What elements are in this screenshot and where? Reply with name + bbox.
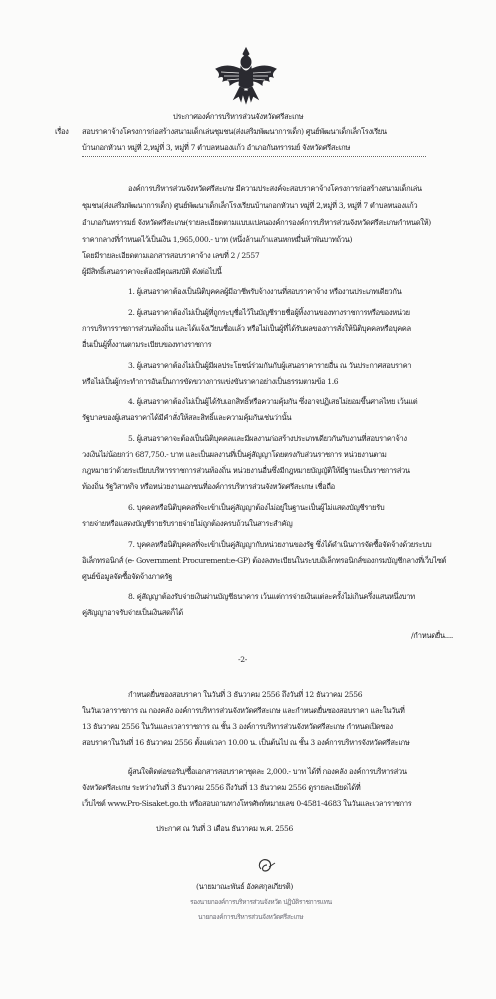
condition-line: หรือไม่เป็นผู้กระทำการอันเป็นการขัดขวางการแข่งขันราคาอย่างเป็นธรรมตามข้อ 1.6 (82, 377, 339, 386)
signatory-position-2: นายกองค์การบริหารส่วนจังหวัดศรีสะเกษ (198, 913, 304, 921)
documents-line: จังหวัดศรีสะเกษ ระหว่างวันที่ 3 ธันวาคม 2556 ถึงวันที่ 13 ธันวาคม 2556 ดูรายละเอียดได้ที่ (82, 783, 361, 792)
subject-line-1: สอบราคาจ้างโครงการก่อสร้างสนามเด็กเล่นชุมชน(ส่งเสริมพัฒนาการเด็ก) ศูนย์พัฒนาเด็กเล็กโรงเรียน (82, 127, 387, 136)
submission-line: กำหนดยื่นซองสอบราคา ในวันที่ 3 ธันวาคม 2556 ถึงวันที่ 12 ธันวาคม 2556 (128, 690, 363, 699)
condition-line: รายจ่ายหรือแสดงบัญชีรายรับรายจ่ายไม่ถูกต้องครบถ้วนในสาระสำคัญ (82, 519, 293, 528)
condition-line: การบริหารราชการส่วนท้องถิ่น และได้แจ้งเวียนชื่อแล้ว หรือไม่เป็นผู้ที่ได้รับผลของการสั่งให้นิติบุคคลหรือบุคคล (82, 324, 411, 333)
intro-line: โดยมีรายละเอียดตามเอกสารสอบราคาจ้าง เลขที่ 2 / 2557 (82, 251, 260, 260)
documents-line: เว็บไซต์ www.Pro-Sisaket.go.th หรือสอบถามทางโทรศัพท์หมายเลข 0-4581-4683 ในวันและเวลาราชการ (82, 799, 412, 808)
condition-line: กฎหมายว่าด้วยระเบียบบริหารราชการส่วนท้องถิ่น หน่วยงานอื่นซึ่งมีกฎหมายบัญญัติให้มีฐานะเป็นราชการส่วน (82, 466, 410, 475)
submission-line: 13 ธันวาคม 2556 ในวันและเวลาราชการ ณ ชั้น 3 องค์การบริหารส่วนจังหวัดศรีสะเกษ กำหนดเปิดซอง (82, 722, 393, 731)
intro-line: อำเภอกันทรารมย์ จังหวัดศรีสะเกษ(รายละเอียดตามแบบแปลนองค์การองค์การบริหารส่วนจังหวัดศรีสะเกษกำหนดให้) (82, 218, 431, 227)
condition-line: 1. ผู้เสนอราคาต้องเป็นนิติบุคคลผู้มีอาชีพรับจ้างงานที่สอบราคาจ้าง หรืองานประเภทเดียวกัน (128, 287, 402, 296)
subject-underline (82, 156, 426, 157)
signatory-name: (นายมาณะพันธ์ อังคสกุลเกียรติ) (196, 882, 293, 891)
condition-line: 3. ผู้เสนอราคาต้องไม่เป็นผู้มีผลประโยชน์ร่วมกันกับผู้เสนอราคารายอื่น ณ วันประกาศสอบราคา (128, 361, 412, 370)
intro-line: องค์การบริหารส่วนจังหวัดศรีสะเกษ มีความประสงค์จะสอบราคาจ้างโครงการก่อสร้างสนามเด็กเล่น (128, 184, 422, 193)
signature-mark-icon (255, 855, 281, 877)
announcement-date: ประกาศ ณ วันที่ 3 เดือน ธันวาคม พ.ศ. 2556 (156, 824, 293, 833)
signatory-position-1: รองนายกองค์การบริหารส่วนจังหวัด ปฏิบัติราชการแทน (190, 898, 332, 906)
condition-line: 5. ผู้เสนอราคาจะต้องเป็นนิติบุคคลและมีผลงานก่อสร้างประเภทเดียวกันกับงานที่สอบราคาจ้าง (128, 434, 407, 443)
page-number: -2- (238, 655, 247, 664)
condition-line: 6. บุคคลหรือนิติบุคคลที่จะเข้าเป็นคู่สัญญาต้องไม่อยู่ในฐานะเป็นผู้ไม่แสดงบัญชีรายรับ (128, 503, 385, 512)
condition-line: ศูนย์ข้อมูลจัดซื้อจัดจ้างภาครัฐ (82, 572, 173, 581)
documents-line: ผู้สนใจติดต่อขอรับ/ซื้อเอกสารสอบราคาชุดละ 2,000.- บาท ได้ที่ กองคลัง องค์การบริหารส่วน (128, 767, 407, 776)
condition-line: อิเล็กทรอนิกส์ (e- Government Procurement:e-GP) ต้องลงทะเบียนในระบบอิเล็กทรอนิกส์ของกรมบัญชีกลางที่เว็บไซต์ (82, 556, 447, 565)
intro-line: ชุมชน(ส่งเสริมพัฒนาการเด็ก) ศูนย์พัฒนาเด็กเล็กโรงเรียนบ้านกอกหัวนา หมู่ที่ 2,หมู่ที่ 3, หมู่ที่ 7 ตำบลหนองแก้ว (82, 201, 418, 210)
subject-line-2: บ้านกอกหัวนา หมู่ที่ 2,หมู่ที่ 3, หมู่ที่ 7 ตำบลหนองแก้ว อำเภอกันทรารมย์ จังหวัดศรีสะเกษ (82, 143, 351, 152)
continued-marker: /กำหนดยื่น.... (411, 631, 453, 640)
condition-line: 4. ผู้เสนอราคาต้องไม่เป็นผู้ได้รับเอกสิทธิ์หรือความคุ้มกัน ซึ่งอาจปฏิเสธไม่ยอมขึ้นศาลไทย เว้นแต่ (128, 397, 418, 406)
condition-line: 7. บุคคลหรือนิติบุคคลที่จะเข้าเป็นคู่สัญญากับหน่วยงานของรัฐ ซึ่งได้ดำเนินการจัดซื้อจัดจ้างด้วยระบบ (128, 540, 432, 549)
condition-line: อื่นเป็นผู้ทิ้งงานตามระเบียบของทางราชการ (82, 340, 212, 349)
intro-line: ราคากลางที่กำหนดไว้เป็นเงิน 1,965,000.- บาท (หนึ่งล้านเก้าแสนหกหมื่นห้าพันบาทถ้วน) (82, 235, 353, 244)
intro-line: ผู้มีสิทธิ์เสนอราคาจะต้องมีคุณสมบัติ ดังต่อไปนี้ (82, 267, 222, 276)
condition-line: คู่สัญญาอาจรับจ่ายเป็นเงินสดก็ได้ (82, 608, 183, 617)
condition-line: รัฐบาลของผู้เสนอราคาได้มีคำสั่งให้สละสิทธิ์และความคุ้มกันเช่นว่านั้น (82, 413, 292, 422)
condition-line: 2. ผู้เสนอราคาต้องไม่เป็นผู้ที่ถูกระบุชื่อไว้ในบัญชีรายชื่อผู้ทิ้งงานของทางราชการหรือของหน่วย (128, 308, 410, 317)
subject-label: เรื่อง (55, 127, 69, 136)
condition-line: 8. คู่สัญญาต้องรับจ่ายเงินผ่านบัญชีธนาคาร เว้นแต่การจ่ายเงินแต่ละครั้งไม่เกินครึ่งแสนหนึ่งบาท (128, 592, 415, 601)
condition-line: วงเงินไม่น้อยกว่า 687,750.- บาท และเป็นผลงานที่เป็นคู่สัญญาโดยตรงกับส่วนราชการ หน่วยงานตาม (82, 450, 387, 459)
garuda-emblem-icon (213, 45, 279, 105)
issuer-heading: ประกาศองค์การบริหารส่วนจังหวัดศรีสะเกษ (173, 112, 304, 121)
submission-line: ในวันเวลาราชการ ณ กองคลัง องค์การบริหารส่วนจังหวัดศรีสะเกษ และกำหนดยื่นซองสอบราคา และในวันที่ (82, 706, 405, 715)
condition-line: ท้องถิ่น รัฐวิสาหกิจ หรือหน่วยงานเอกชนที่องค์การบริหารส่วนจังหวัดศรีสะเกษ เชื่อถือ (82, 482, 335, 491)
submission-line: สอบราคาในวันที่ 16 ธันวาคม 2556 ตั้งแต่เวลา 10.00 น. เป็นต้นไป ณ ชั้น 3 องค์การบริหารจังหวัดศรีสะเกษ (82, 738, 410, 747)
